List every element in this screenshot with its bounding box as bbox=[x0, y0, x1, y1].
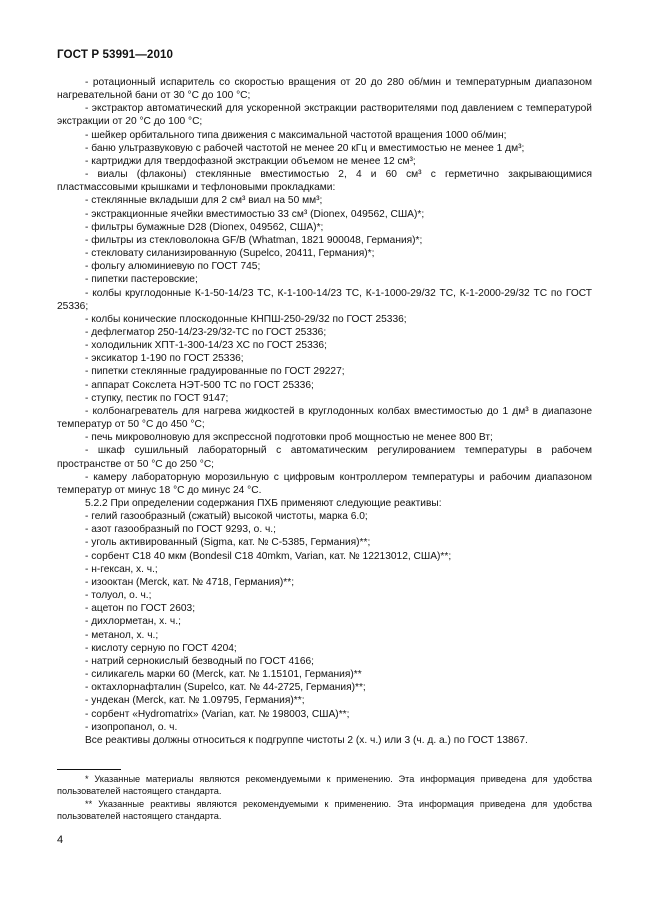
list-item: - экстрактор автоматический для ускоренной экстракции растворителями под давлением с температурой экстракции от 20 °С до 100 °С; bbox=[57, 103, 592, 128]
list-item: - уголь активированный (Sigma, кат. № С-5385, Германия)**; bbox=[85, 537, 371, 549]
page-header: ГОСТ Р 53991—2010 bbox=[57, 48, 174, 61]
list-item: - печь микроволновую для экспрессной подготовки проб мощностью не менее 800 Вт; bbox=[85, 432, 493, 444]
list-item: - н-гексан, х. ч.; bbox=[85, 563, 158, 575]
list-item: - фильтры из стекловолокна GF/B (Whatman, 1821 900048, Германия)*; bbox=[85, 234, 423, 246]
footnote-divider bbox=[57, 769, 121, 770]
footnotes bbox=[57, 773, 592, 823]
list-item: - камеру лабораторную морозильную с цифровым контроллером температуры и рабочим диапазоном температур от минус 18 °С до минус 24 °С. bbox=[57, 471, 592, 496]
list-item: - пипетки пастеровские; bbox=[85, 274, 198, 286]
list-item: - сорбент С18 40 мкм (Bondesil C18 40mkm, Varian, кат. № 12213012, США)**; bbox=[85, 550, 452, 562]
list-item: - толуол, о. ч.; bbox=[85, 590, 152, 602]
list-item: - картриджи для твердофазной экстракции объемом не менее 12 см³; bbox=[85, 155, 416, 167]
list-item: - кислоту серную по ГОСТ 4204; bbox=[85, 642, 237, 654]
list-item: - сорбент «Hydromatrix» (Varian, кат. № 198003, США)**; bbox=[85, 708, 350, 720]
list-item: - ротационный испаритель со скоростью вращения от 20 до 280 об/мин и температурным диапазоном нагревательной бани от 30 °С до 100 °С; bbox=[57, 77, 592, 102]
list-item: - холодильник ХПТ-1-300-14/23 ХС по ГОСТ 25336; bbox=[85, 340, 327, 352]
list-item: - стеклянные вкладыши для 2 см³ виал на 50 мм³; bbox=[85, 195, 323, 207]
list-item: - пипетки стеклянные градуированные по ГОСТ 29227; bbox=[85, 366, 345, 378]
list-item: - октахлорнафталин (Supelco, кат. № 44-2725, Германия)**; bbox=[85, 682, 366, 694]
list-item: - дефлегматор 250-14/23-29/32-ТС по ГОСТ 25336; bbox=[85, 326, 327, 338]
list-item: - колбы конические плоскодонные КНПШ-250-29/32 по ГОСТ 25336; bbox=[85, 313, 407, 325]
footnote: * Указанные материалы являются рекомендуемыми к применению. Эта информация приведена для удобства пользователей настоящего стандарта. bbox=[57, 774, 592, 797]
page-number: 4 bbox=[57, 834, 64, 846]
list-item: - экстракционные ячейки вместимостью 33 см³ (Dionex, 049562, США)*; bbox=[85, 208, 425, 220]
list-item: - аппарат Сокслета НЭТ-500 ТС по ГОСТ 25336; bbox=[85, 379, 314, 391]
list-item: - изопропанол, о. ч. bbox=[85, 721, 178, 733]
section-paragraph: 5.2.2 При определении содержания ПХБ применяют следующие реактивы: bbox=[85, 498, 442, 509]
document-body bbox=[57, 76, 592, 747]
list-item: - баню ультразвуковую с рабочей частотой не менее 20 кГц и вместимостью не менее 1 дм³; bbox=[85, 142, 525, 154]
list-item: - колбонагреватель для нагрева жидкостей в круглодонных колбах вместимостью до 1 дм³ в диапазоне температур от 50 °С до 450 °С; bbox=[57, 405, 592, 431]
list-item: - изооктан (Merck, кат. № 4718, Германия)**; bbox=[85, 576, 295, 588]
list-item: - силикагель марки 60 (Merck, кат. № 1.15101, Германия)** bbox=[85, 669, 362, 681]
list-item: - эксикатор 1-190 по ГОСТ 25336; bbox=[85, 353, 244, 365]
list-item: - шкаф сушильный лабораторный с автоматическим регулированием температуры в рабочем пространстве от 50 °С до 250 °С; bbox=[57, 445, 592, 470]
footnote: ** Указанные реактивы являются рекомендуемыми к применению. Эта информация приведена для удобства пользователей настоящего стандарта. bbox=[57, 798, 592, 822]
list-item: - дихлорметан, х. ч.; bbox=[85, 616, 181, 628]
closing-paragraph: Все реактивы должны относиться к подгруппе чистоты 2 (х. ч.) или 3 (ч. д. а.) по ГОСТ 13867. bbox=[85, 734, 528, 746]
list-item: - колбы круглодонные К-1-50-14/23 ТС, К-1-100-14/23 ТС, К-1-1000-29/32 ТС, К-1-2000-29/32 ТС по ГОСТ 25336; bbox=[57, 287, 592, 312]
list-item: - метанол, х. ч.; bbox=[85, 629, 159, 641]
list-item: - ступку, пестик по ГОСТ 9147; bbox=[85, 392, 229, 404]
list-item: - азот газообразный по ГОСТ 9293, о. ч.; bbox=[85, 524, 276, 536]
list-item: - шейкер орбитального типа движения с максимальной частотой вращения 1000 об/мин; bbox=[85, 129, 507, 141]
list-item: - ацетон по ГОСТ 2603; bbox=[85, 603, 196, 615]
list-item: - фильтры бумажные D28 (Dionex, 049562, США)*; bbox=[85, 221, 324, 233]
list-item: - ундекан (Merck, кат. № 1.09795, Германия)**; bbox=[85, 695, 305, 707]
list-item: - гелий газообразный (сжатый) высокой чистоты, марка 6.0; bbox=[85, 511, 368, 523]
list-item: - стекловату силанизированную (Supelco, 20411, Германия)*; bbox=[85, 248, 375, 260]
list-item: - виалы (флаконы) стеклянные вместимостью 2, 4 и 60 см³ с герметично закрывающимися пластмассовыми крышками и тефлоновыми прокладками: bbox=[57, 169, 592, 194]
list-item: - натрий сернокислый безводный по ГОСТ 4166; bbox=[85, 655, 315, 667]
list-item: - фольгу алюминиевую по ГОСТ 745; bbox=[85, 261, 261, 273]
